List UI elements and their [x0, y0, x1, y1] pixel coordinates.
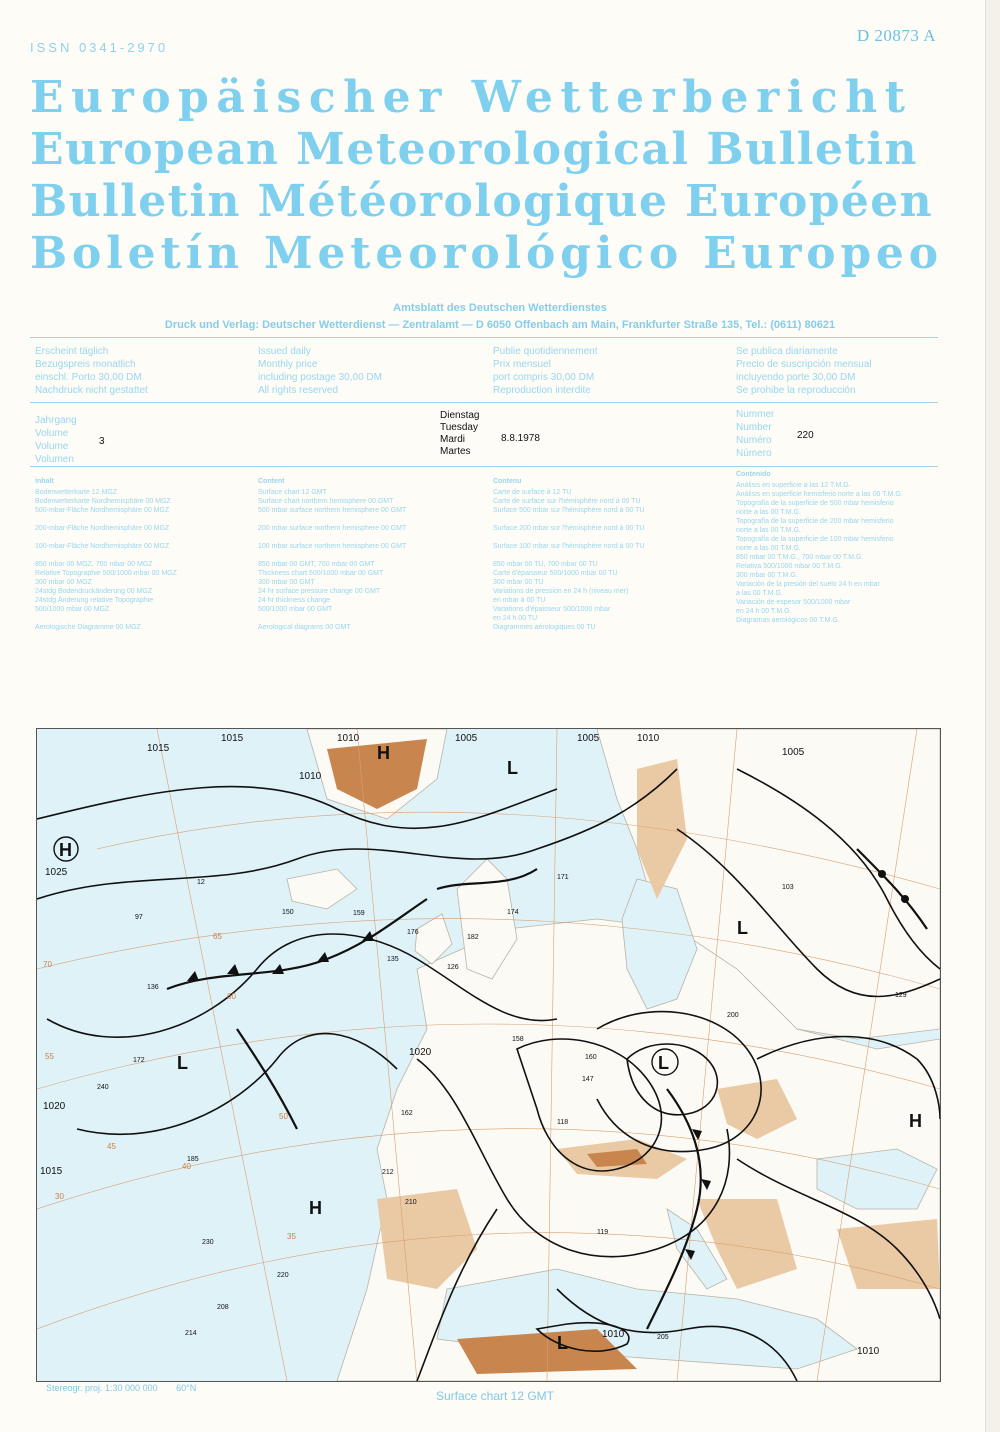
- station-value: 176: [407, 929, 419, 936]
- contents-item: [35, 614, 177, 623]
- weekday-label: Dienstag: [440, 410, 480, 421]
- title-spanish: Boletín Meteorológico Europeo: [30, 228, 943, 279]
- contents-en: [258, 477, 406, 632]
- title-english: European Meteorological Bulletin: [30, 124, 919, 175]
- isobar-label: 1010: [337, 733, 360, 744]
- contents-heading: Inhalt: [35, 478, 54, 485]
- divider: [30, 402, 938, 403]
- station-value: 118: [557, 1119, 569, 1126]
- latitude-label: 70: [43, 960, 52, 969]
- station-value: 230: [202, 1239, 214, 1246]
- contents-item: 500 mbar surface northern hemisphere 00 GMT: [258, 507, 407, 514]
- contents-item: Topografía de la superficie de 500 mbar hemisferio: [736, 500, 894, 507]
- warm-front-semicircle: [901, 895, 909, 903]
- high-pressure-center: H: [59, 840, 72, 860]
- contents-item: 850 mbar 00 GMT, 700 mbar 00 GMT: [258, 561, 375, 568]
- contents-item: Relative Topographie 500/1000 mbar 00 MGZ: [35, 570, 177, 577]
- map-title: Surface chart 12 GMT: [435, 1389, 555, 1403]
- volume-label: Volume: [35, 441, 69, 452]
- isobar-label: 1005: [577, 733, 600, 744]
- latitude-label: 30: [55, 1192, 64, 1201]
- publication-info-es: [736, 345, 872, 397]
- station-value: 147: [582, 1076, 594, 1083]
- publication-info-fr: [493, 345, 598, 397]
- publication-text: Erscheint täglich: [35, 346, 109, 357]
- isobar-label: 1015: [147, 743, 170, 754]
- station-value: 171: [557, 874, 569, 881]
- station-value: 200: [727, 1012, 739, 1019]
- contents-item: 100-mbar-Fläche Nordhemisphäre 00 MGZ: [35, 543, 170, 550]
- contents-item: Topografía de la superficie de 200 mbar hemisferio: [736, 518, 894, 525]
- high-pressure-center: H: [377, 743, 390, 763]
- contents-item: [493, 515, 644, 524]
- publication-text: Publie quotidiennement: [493, 346, 598, 357]
- station-value: 126: [447, 964, 459, 971]
- contents-item: Surface 100 mbar sur l'hémisphère nord à 00 TU: [493, 543, 645, 550]
- contents-item: 500/1000 mbar 00 MGZ: [35, 606, 110, 613]
- publication-info-en: [258, 345, 382, 397]
- station-value: 174: [507, 909, 519, 916]
- page-edge: [985, 0, 1000, 1432]
- contents-item: Variations de pression en 24 h (niveau mer): [493, 588, 629, 595]
- contents-item: 200-mbar-Fläche Nordhemisphäre 00 MGZ: [35, 525, 170, 532]
- contents-item: [258, 614, 406, 623]
- low-pressure-center: L: [658, 1053, 669, 1073]
- high-pressure-center: H: [909, 1111, 922, 1131]
- contents-item: [258, 515, 406, 524]
- publication-text: including postage 30,00 DM: [258, 372, 382, 383]
- contents-item: Carte de surface sur l'hémisphère nord à 00 TU: [493, 498, 641, 505]
- publisher-line: Druck und Verlag: Deutscher Wetterdienst — Zentralamt — D 6050 Offenbach am Main, Frankfurter Straße 135, Tel.: (0611) 80621: [164, 319, 836, 331]
- latitude-label: 40: [182, 1162, 191, 1171]
- contents-heading: Contenu: [493, 478, 522, 485]
- contents-item: Aerological diagrams 00 GMT: [258, 624, 351, 631]
- contents-item: Surface chart northern hemisphere 00 GMT: [258, 498, 394, 505]
- contents-item: Diagrammes aérologiques 00 TU: [493, 624, 596, 631]
- divider: [30, 337, 938, 338]
- publication-text: Precio de suscripción mensual: [736, 359, 872, 370]
- contents-item: Variación de la presión del suelo 24 h en mbar: [736, 581, 880, 588]
- contents-item: Carte de surface à 12 TU: [493, 489, 572, 496]
- contents-item: norte a las 00 T.M.G.: [736, 545, 801, 552]
- official-gazette-line: Amtsblatt des Deutschen Wetterdienstes: [393, 302, 607, 314]
- title-german: Europäischer Wetterbericht: [30, 72, 913, 123]
- contents-item: [493, 551, 644, 560]
- issn-number: ISSN 0341-2970: [30, 40, 169, 55]
- contents-item: 300 mbar 00 T.M.G.: [736, 572, 798, 579]
- weekday-label: Martes: [440, 446, 471, 457]
- latitude-label: 65: [213, 932, 222, 941]
- isobar-label: 1010: [637, 733, 660, 744]
- contents-item: Relativa 500/1000 mbar 00 T.M.G.: [736, 563, 843, 570]
- publication-text: Nachdruck nicht gestattet: [35, 385, 148, 396]
- latitude-label: 50: [279, 1112, 288, 1121]
- low-pressure-center: L: [737, 918, 748, 938]
- contents-item: 300 mbar 00 MGZ: [35, 579, 92, 586]
- weekday-label: Mardi: [440, 434, 466, 445]
- contents-item: en 24 h 00 T.M.G.: [736, 608, 792, 615]
- contents-item: 850 mbar 00 MGZ, 700 mbar 00 MGZ: [35, 561, 153, 568]
- isobar-label: 1005: [455, 733, 478, 744]
- station-value: 182: [467, 934, 479, 941]
- contents-item: en 24 h 00 TU: [493, 615, 538, 622]
- station-value: 214: [185, 1330, 197, 1337]
- publication-text: Monthly price: [258, 359, 318, 370]
- station-value: 205: [657, 1334, 669, 1341]
- contents-item: [35, 533, 177, 542]
- contents-item: Análisis en superficie a las 12 T.M.G.: [736, 482, 851, 489]
- contents-item: [35, 551, 177, 560]
- volume-label: Jahrgang: [35, 415, 77, 426]
- contents-de: [35, 477, 177, 632]
- station-value: 135: [387, 956, 399, 963]
- station-value: 103: [782, 884, 794, 891]
- contents-item: 24 hr surface pressure change 00 GMT: [258, 588, 381, 595]
- volume-value: 3: [99, 436, 105, 447]
- divider: [30, 466, 938, 467]
- contents-item: Topografía de la superficie de 100 mbar hemisferio: [736, 536, 894, 543]
- station-value: 212: [382, 1169, 394, 1176]
- isobar-label: 1010: [299, 771, 322, 782]
- contents-item: 24 hr thickness change: [258, 597, 330, 604]
- latitude-label: 35: [287, 1232, 296, 1241]
- warm-front-semicircle: [878, 870, 886, 878]
- title-french: Bulletin Météorologique Européen: [30, 176, 934, 227]
- contents-item: Surface chart 12 GMT: [258, 489, 327, 496]
- publication-text: port compris 30,00 DM: [493, 372, 595, 383]
- contents-item: [258, 551, 406, 560]
- latitude-label: 45: [107, 1142, 116, 1151]
- high-pressure-center: H: [309, 1198, 322, 1218]
- low-pressure-center: L: [507, 758, 518, 778]
- contents-item: 300 mbar 00 GMT: [258, 579, 315, 586]
- station-value: 160: [585, 1054, 597, 1061]
- publication-text: incluyendo porte 30,00 DM: [736, 372, 856, 383]
- station-value: 119: [597, 1229, 609, 1236]
- contents-item: a las 00 T.M.G.: [736, 590, 783, 597]
- volume-label: Volume: [35, 428, 69, 439]
- contents-item: 500-mbar-Fläche Nordhemisphäre 00 MGZ: [35, 507, 170, 514]
- contents-item: 24stdg Änderung relative Topographie: [35, 597, 154, 604]
- weekday-label: Tuesday: [440, 422, 478, 433]
- contents-item: 500/1000 mbar 00 GMT: [258, 606, 333, 613]
- contents-item: Surface 500 mbar sur l'hémisphère nord à 00 TU: [493, 507, 645, 514]
- weekday-labels: [440, 410, 479, 458]
- contents-item: norte a las 00 T.M.G.: [736, 527, 801, 534]
- projection-scale: Stereogr. proj. 1:30 000 000: [46, 1383, 158, 1393]
- projection-latitude: 60°N: [176, 1383, 197, 1393]
- latitude-label: 55: [45, 1052, 54, 1061]
- issue-date: 8.8.1978: [501, 433, 540, 444]
- station-value: 172: [133, 1057, 145, 1064]
- contents-item: Variación de espesor 500/1000 mbar: [736, 599, 851, 606]
- number-label: Nummer: [736, 409, 775, 420]
- station-value: 162: [401, 1110, 413, 1117]
- document-number: D 20873 A: [856, 26, 936, 45]
- issue-number: 220: [797, 430, 814, 441]
- publication-text: Bezugspreis monatlich: [35, 359, 136, 370]
- contents-heading: Contenido: [736, 471, 771, 478]
- station-value: 208: [217, 1304, 229, 1311]
- station-value: 210: [405, 1199, 417, 1206]
- contents-item: 850 mbar 00 TU, 700 mbar 00 TU: [493, 561, 598, 568]
- volume-label: Volumen: [35, 454, 74, 465]
- contents-item: Carte d'épaisseur 500/1000 mbar 00 TU: [493, 570, 618, 577]
- contents-item: 24stdg Bodendruckänderung 00 MGZ: [35, 588, 153, 595]
- isobar-label: 1005: [782, 747, 805, 758]
- station-value: 129: [895, 992, 907, 999]
- volume-labels: [35, 414, 77, 466]
- number-label: Numéro: [736, 435, 772, 446]
- surface-weather-map: [36, 728, 941, 1382]
- isobar-label: 1010: [857, 1346, 880, 1357]
- number-label: Número: [736, 448, 772, 459]
- publication-text: Se publica diariamente: [736, 346, 838, 357]
- contents-es: [736, 470, 903, 625]
- publication-text: Prix mensuel: [493, 359, 551, 370]
- station-value: 12: [197, 879, 205, 886]
- station-value: 220: [277, 1272, 289, 1279]
- contents-item: Bodenwetterkarte Nordhemisphäre 00 MGZ: [35, 498, 171, 505]
- contents-item: Aerologische Diagramme 00 MGZ: [35, 624, 141, 631]
- contents-item: [493, 533, 644, 542]
- publication-text: All rights reserved: [258, 385, 339, 396]
- contents-heading: Content: [258, 478, 285, 485]
- publication-info-de: [35, 345, 148, 397]
- station-value: 97: [135, 914, 143, 921]
- isobar-label: 1020: [43, 1101, 66, 1112]
- isobar-label: 1015: [40, 1166, 63, 1177]
- contents-item: 850 mbar 00 T.M.G., 700 mbar 00 T.M.G.: [736, 554, 864, 561]
- contents-item: norte a las 00 T.M.G.: [736, 509, 801, 516]
- publication-text: Se prohibe la reproducción: [736, 385, 856, 396]
- contents-item: Variations d'épaisseur 500/1000 mbar: [493, 606, 611, 613]
- station-value: 185: [187, 1156, 199, 1163]
- contents-item: Diagramas aerológicos 00 T.M.G.: [736, 617, 840, 624]
- low-pressure-center: L: [557, 1333, 568, 1353]
- station-value: 159: [353, 910, 365, 917]
- isobar-label: 1025: [45, 867, 68, 878]
- publication-text: Issued daily: [258, 346, 311, 357]
- contents-item: Bodenwetterkarte 12 MGZ: [35, 489, 118, 496]
- station-value: 136: [147, 984, 159, 991]
- station-value: 240: [97, 1084, 109, 1091]
- low-pressure-center: L: [177, 1053, 188, 1073]
- contents-item: Surface 200 mbar sur l'hémisphère nord à 00 TU: [493, 525, 645, 532]
- contents-item: Thickness chart 500/1000 mbar 00 GMT: [258, 570, 384, 577]
- contents-item: [258, 533, 406, 542]
- number-label: Number: [736, 422, 772, 433]
- publication-text: einschl. Porto 30,00 DM: [35, 372, 142, 383]
- publication-text: Reproduction interdite: [493, 385, 591, 396]
- latitude-label: 60: [227, 992, 236, 1001]
- station-value: 150: [282, 909, 294, 916]
- station-value: 158: [512, 1036, 524, 1043]
- contents-item: en mbar à 00 TU: [493, 597, 546, 604]
- contents-fr: [493, 477, 644, 632]
- contents-item: 100 mbar surface northern hemisphere 00 GMT: [258, 543, 407, 550]
- number-labels: [736, 408, 774, 460]
- contents-item: Análisis en superficie hemisferio norte a las 00 T.M.G.: [736, 491, 903, 498]
- isobar-label: 1015: [221, 733, 244, 744]
- contents-item: 300 mbar 00 TU: [493, 579, 544, 586]
- isobar-label: 1020: [409, 1047, 432, 1058]
- title-block: [30, 72, 942, 280]
- contents-item: 200 mbar surface northern hemisphere 00 GMT: [258, 525, 407, 532]
- isobar-label: 1010: [602, 1329, 625, 1340]
- contents-item: [35, 515, 177, 524]
